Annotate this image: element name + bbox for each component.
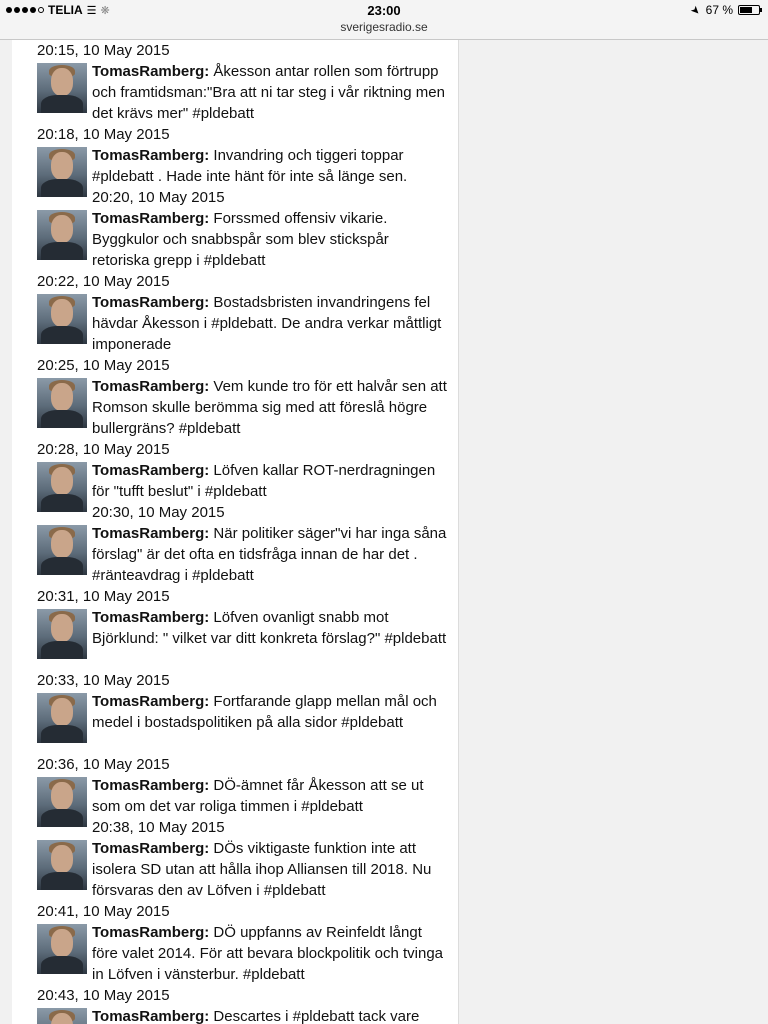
entry-timestamp: 20:41, 10 May 2015 (37, 903, 170, 920)
wifi-icon: ☰ (86, 4, 97, 17)
status-right-group (688, 2, 760, 18)
entry-text (92, 376, 447, 439)
url-domain[interactable]: sverigesradio.se (340, 20, 428, 34)
entry-author[interactable]: TomasRamberg: (92, 147, 210, 164)
entry-timestamp: 20:36, 10 May 2015 (37, 756, 170, 773)
entry-text (92, 292, 447, 355)
author-avatar[interactable] (37, 924, 87, 974)
entry-message: Bostadsbristen invandringens fel hävdar Åkesson i #pldebatt. De andra verkar måttligt imponerade (92, 294, 442, 353)
entry-message: DÖs viktigaste funktion inte att isolera SD utan att hålla ihop Alliansen till 2018. Nu försvaras den av Löfven i #pldebatt (92, 840, 432, 899)
entry-text (92, 145, 447, 187)
entry-text (92, 607, 447, 649)
entry-author[interactable]: TomasRamberg: (92, 525, 210, 542)
entry-timestamp: 20:22, 10 May 2015 (37, 273, 170, 290)
location-arrow-icon: ➤ (688, 2, 704, 18)
author-avatar[interactable] (37, 63, 87, 113)
entry-timestamp: 20:20, 10 May 2015 (92, 189, 225, 206)
status-bar (0, 0, 768, 20)
author-avatar[interactable] (37, 777, 87, 827)
entry-text (92, 460, 447, 502)
entry-timestamp: 20:43, 10 May 2015 (37, 987, 170, 1004)
entry-author[interactable]: TomasRamberg: (92, 210, 210, 227)
entry-author[interactable]: TomasRamberg: (92, 777, 210, 794)
entry-message: Löfven ovanligt snabb mot Björklund: " vilket var ditt konkreta förslag?" #pldebatt (92, 609, 447, 647)
author-avatar[interactable] (37, 378, 87, 428)
address-bar[interactable] (0, 20, 768, 40)
entry-text (92, 523, 447, 586)
entry-text (92, 922, 447, 985)
carrier-label: TELIA (48, 3, 83, 17)
author-avatar[interactable] (37, 840, 87, 890)
entry-author[interactable]: TomasRamberg: (92, 294, 210, 311)
entry-message: När politiker säger"vi har inga såna förslag" är det ofta en tidsfråga innan de har det . #ränteavdrag i #pldebatt (92, 525, 447, 584)
entry-message: Löfven kallar ROT-nerdragningen för "tufft beslut" i #pldebatt (92, 462, 436, 500)
entry-message: DÖ-ämnet får Åkesson att se ut som om det var roliga timmen i #pldebatt (92, 777, 424, 815)
entry-text (92, 775, 447, 817)
entry-author[interactable]: TomasRamberg: (92, 693, 210, 710)
entry-text (92, 838, 447, 901)
entry-message: DÖ uppfanns av Reinfeldt långt före valet 2014. För att bevara blockpolitik och tvinga in Löfven i vänsterbur. #pldebatt (92, 924, 444, 983)
author-avatar[interactable] (37, 462, 87, 512)
author-avatar[interactable] (37, 525, 87, 575)
entry-message: Åkesson antar rollen som förtrupp och framtidsman:"Bra att ni tar steg i vår riktning men det krävs mer" #pldebatt (92, 63, 445, 122)
author-avatar[interactable] (37, 294, 87, 344)
loading-spinner-icon: ❋ (100, 4, 110, 17)
entry-text (92, 691, 447, 733)
entry-text (92, 208, 447, 271)
entry-author[interactable]: TomasRamberg: (92, 378, 210, 395)
battery-icon (738, 5, 760, 15)
entry-author[interactable]: TomasRamberg: (92, 840, 210, 857)
entry-text (92, 1006, 447, 1024)
entry-timestamp: 20:30, 10 May 2015 (92, 504, 225, 521)
author-avatar[interactable] (37, 147, 87, 197)
entry-author[interactable]: TomasRamberg: (92, 462, 210, 479)
entry-message: Descartes i #pldebatt tack vare (209, 1008, 420, 1024)
entry-text (92, 61, 447, 124)
entry-timestamp: 20:18, 10 May 2015 (37, 126, 170, 143)
entry-message: Fortfarande glapp mellan mål och medel i bostadspolitiken på alla sidor #pldebatt (92, 693, 437, 731)
entry-timestamp: 20:33, 10 May 2015 (37, 672, 170, 689)
entry-message: Invandring och tiggeri toppar #pldebatt . Hade inte hänt för inte så länge sen. (92, 147, 408, 185)
entry-author[interactable]: TomasRamberg: (92, 609, 210, 626)
entry-message: Forssmed offensiv vikarie. Byggkulor och snabbspår som blev stickspår retoriska grepp i #pldebatt (92, 210, 389, 269)
author-avatar[interactable] (37, 609, 87, 659)
entry-author[interactable]: TomasRamberg: (92, 924, 210, 941)
entry-author[interactable]: TomasRamberg: (92, 1008, 210, 1024)
entry-author[interactable]: TomasRamberg: (92, 63, 210, 80)
page-content (12, 40, 459, 1024)
entry-timestamp: 20:31, 10 May 2015 (37, 588, 170, 605)
status-time: 23:00 (367, 3, 401, 18)
entry-timestamp: 20:15, 10 May 2015 (37, 42, 170, 59)
entry-timestamp: 20:25, 10 May 2015 (37, 357, 170, 374)
author-avatar[interactable] (37, 210, 87, 260)
battery-percent: 67 % (705, 3, 733, 17)
entry-message: Vem kunde tro för ett halvår sen att Romson skulle berömma sig med att föreslå högre bullergräns? #pldebatt (92, 378, 447, 437)
author-avatar[interactable] (37, 693, 87, 743)
author-avatar[interactable] (37, 1008, 87, 1024)
entry-timestamp: 20:28, 10 May 2015 (37, 441, 170, 458)
entry-timestamp: 20:38, 10 May 2015 (92, 819, 225, 836)
